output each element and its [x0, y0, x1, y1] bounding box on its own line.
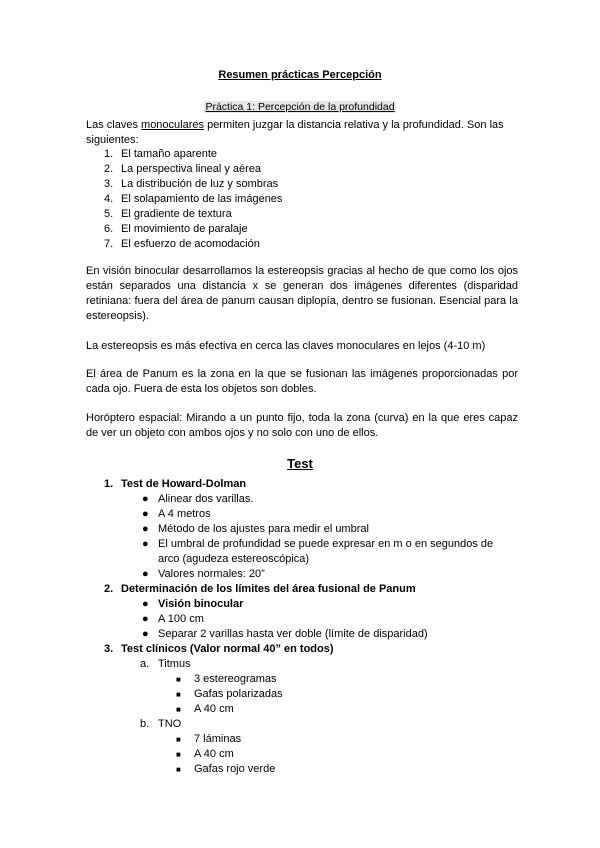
test-section-panum: [104, 582, 524, 597]
panum-paragraph: El área de Panum es la zona en la que se fusionan las imágenes proporcionadas por cada ojo. Fuera de esta los objetos son dobles.: [86, 368, 518, 395]
square-bullet-icon: ■: [176, 690, 181, 699]
test-section-clinicos: [104, 642, 524, 657]
list-item: [104, 597, 524, 612]
test-heading: Test: [287, 456, 313, 471]
list-item: [104, 702, 524, 717]
bullet-icon: ●: [142, 508, 149, 520]
list-item: [104, 192, 524, 207]
list-item-text: Método de los ajustes para medir el umbral: [158, 523, 369, 535]
list-number: 4.: [104, 193, 114, 205]
list-item-text: El umbral de profundidad se puede expresar en m o en segundos de arco (agudeza estereoscópica): [158, 538, 494, 565]
section-title: Test clínicos (Valor normal 40” en todos): [121, 643, 334, 655]
list-item: [104, 747, 524, 762]
section-number: 2.: [104, 583, 114, 595]
list-item-text: El solapamiento de las imágenes: [121, 193, 283, 205]
list-item: [104, 627, 524, 642]
intro-paragraph: [86, 118, 518, 148]
square-bullet-icon: ■: [176, 765, 181, 774]
list-item-text: La perspectiva lineal y aérea: [121, 163, 262, 175]
binocular-paragraph: En visión binocular desarrollamos la estereopsis gracias al hecho de que como los ojos están separados una distancia x se generan dos imágenes diferentes (disparidad retiniana: fuera del área de panum causan diplopía, dentro se fusionan. Esencial para la estereopsis).: [86, 265, 518, 322]
list-item-text: A 40 cm: [194, 748, 234, 760]
list-item: [104, 147, 524, 162]
test-section-howard-dolman: [104, 477, 524, 492]
bullet-icon: ●: [142, 628, 149, 640]
list-item: [104, 222, 524, 237]
subsection-titmus: [104, 657, 524, 672]
list-item-text: 3 estereogramas: [194, 673, 277, 685]
list-item: [104, 207, 524, 222]
list-item-text: A 100 cm: [158, 613, 204, 625]
intro-text-before: Las claves: [86, 119, 142, 131]
subsection-name: Titmus: [158, 658, 191, 670]
square-bullet-icon: ■: [176, 705, 181, 714]
list-item-text: A 4 metros: [158, 508, 211, 520]
list-item-text: El gradiente de textura: [121, 208, 232, 220]
list-item: [104, 162, 524, 177]
list-item: [104, 567, 524, 582]
bullet-icon: ●: [142, 568, 149, 580]
section-number: 3.: [104, 643, 114, 655]
list-item: [104, 672, 524, 687]
list-number: 1.: [104, 148, 114, 160]
list-item: [104, 507, 524, 522]
document-title: Resumen prácticas Percepción: [218, 69, 382, 81]
list-number: 2.: [104, 163, 114, 175]
list-item-text: Visión binocular: [158, 598, 244, 610]
section-number: 1.: [104, 478, 114, 490]
monocular-cues-list: [104, 147, 524, 252]
bullet-icon: ●: [142, 523, 149, 535]
list-item: [104, 732, 524, 747]
list-item-text: El tamaño aparente: [121, 148, 218, 160]
bullet-icon: ●: [142, 538, 149, 550]
horoptero-paragraph: Horóptero espacial: Mirando a un punto fijo, toda la zona (curva) en la que eres capaz de ver un objeto con ambos ojos y no solo con uno de ellos.: [86, 412, 518, 439]
list-number: 7.: [104, 238, 114, 250]
square-bullet-icon: ■: [176, 735, 181, 744]
list-item-text: Gafas rojo verde: [194, 763, 276, 775]
list-number: 3.: [104, 178, 114, 190]
subsection-letter: a.: [140, 658, 150, 670]
intro-text-after: permiten juzgar la distancia relativa y la profundidad. Son las siguientes:: [86, 119, 504, 146]
list-item: [104, 177, 524, 192]
list-item-text: A 40 cm: [194, 703, 234, 715]
list-item: [104, 762, 524, 777]
list-item-text: 7 láminas: [194, 733, 242, 745]
list-item-text: Gafas polarizadas: [194, 688, 283, 700]
subsection-letter: b.: [140, 718, 150, 730]
bullet-icon: ●: [142, 613, 149, 625]
subsection-tno: [104, 717, 524, 732]
list-item-text: Separar 2 varillas hasta ver doble (límite de disparidad): [158, 628, 428, 640]
list-item: [104, 687, 524, 702]
list-item: [104, 237, 524, 252]
list-item-text: El movimiento de paralaje: [121, 223, 248, 235]
square-bullet-icon: ■: [176, 750, 181, 759]
list-number: 5.: [104, 208, 114, 220]
square-bullet-icon: ■: [176, 675, 181, 684]
list-item: [104, 612, 524, 627]
list-item: [104, 537, 524, 567]
section-title: Determinación de los límites del área fusional de Panum: [121, 583, 416, 595]
intro-underlined-word: monoculares: [141, 119, 205, 131]
list-item: [104, 522, 524, 537]
bullet-icon: ●: [142, 493, 149, 505]
section-subtitle: [0, 100, 600, 115]
list-item-text: Valores normales: 20”: [158, 568, 265, 580]
list-number: 6.: [104, 223, 114, 235]
list-item-text: Alinear dos varillas.: [158, 493, 254, 505]
section-title: Test de Howard-Dolman: [121, 478, 247, 490]
list-item: [104, 492, 524, 507]
stereopsis-effective-paragraph: La estereopsis es más efectiva en cerca las claves monoculares en lejos (4-10 m): [86, 340, 486, 352]
list-item-text: El esfuerzo de acomodación: [121, 238, 260, 250]
list-item-text: La distribución de luz y sombras: [121, 178, 279, 190]
test-list: [104, 477, 524, 777]
subtitle-text: Práctica 1: Percepción de la profundidad: [205, 101, 395, 113]
subsection-name: TNO: [158, 718, 182, 730]
bullet-icon: ●: [142, 598, 149, 610]
